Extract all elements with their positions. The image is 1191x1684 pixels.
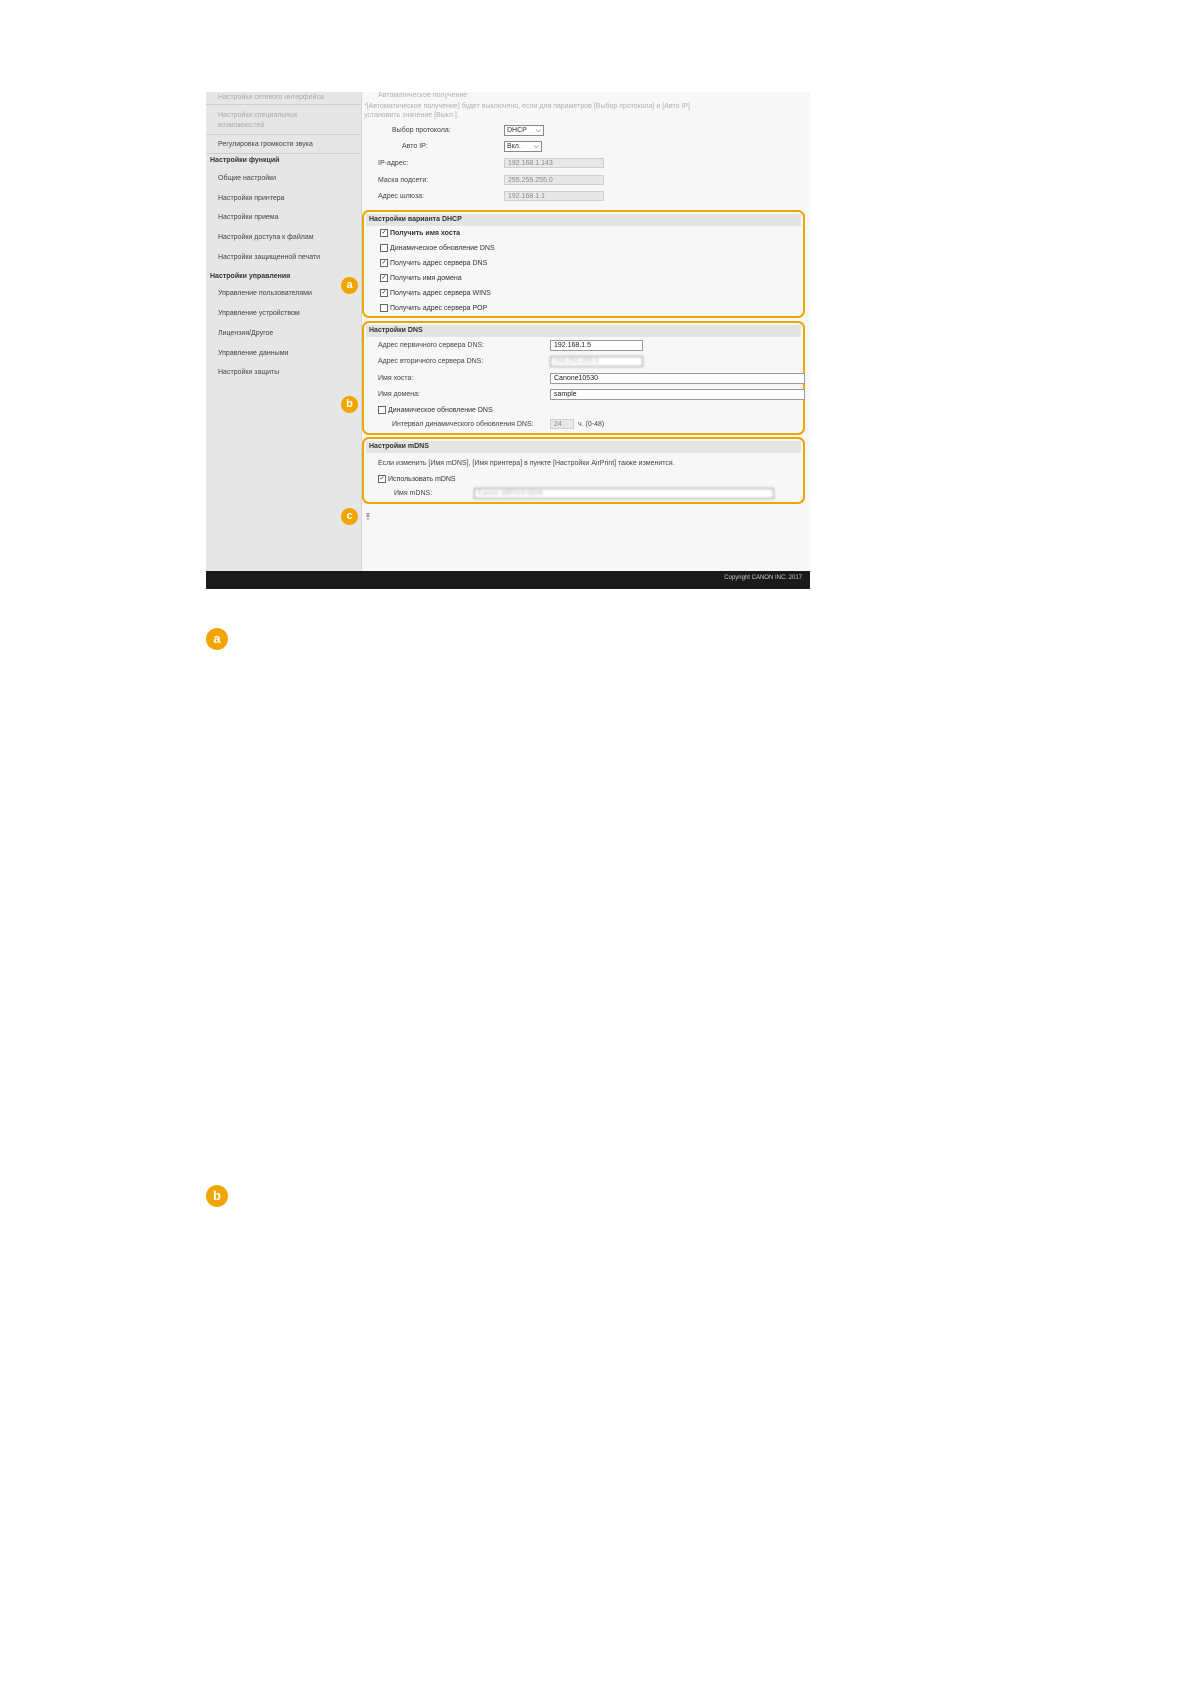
sidebar-item-receive[interactable]: Настройки приема [218,214,279,221]
checkbox-dynamic-dns[interactable] [380,244,495,252]
interval-suffix: ч. (0-48) [578,421,605,428]
sidebar-item-printer[interactable]: Настройки принтера [218,195,285,202]
checkbox-empty-icon [380,244,388,252]
mdns-name-label: Имя mDNS: [394,490,433,497]
mask-field: 255.255.255.0 [504,175,604,185]
chevron-down-icon: ⌵ [533,143,539,150]
dns-settings-section [362,321,805,435]
mdns-settings-section [362,437,805,504]
primary-dns-input[interactable]: 192.168.1.5 [550,340,643,351]
gateway-label: Адрес шлюза: [378,193,424,200]
auto-acquire-note: *[Автоматическое получение] будет выключено, если для параметров [Выбор протокола] и [Авто IP] [364,103,690,110]
protocol-label: Выбор протокола: [392,127,451,134]
sidebar-item-device[interactable]: Управление устройством [218,310,300,317]
auto-acquire-heading: Автоматическое получение [378,92,468,99]
checkbox-label: Использовать mDNS [388,475,456,483]
sidebar-item-secure-print[interactable]: Настройки защищенной печати [218,254,321,261]
divider [206,153,361,154]
footer-bar [206,571,810,589]
sidebar [206,92,362,589]
sidebar-item-general[interactable]: Общие настройки [218,175,277,182]
checkbox-use-mdns[interactable] [378,475,456,483]
screenshot-frame [206,92,810,589]
interval-input[interactable]: 24 [550,419,574,429]
sidebar-item-network[interactable]: Настройки сетевого интерфейса [218,94,324,101]
auto-acquire-note-cont: установить значение [Выкл.]. [364,112,459,119]
secondary-dns-label: Адрес вторичного сервера DNS: [378,358,484,365]
checkbox-dns-dynamic-update[interactable] [378,406,493,414]
chevron-down-icon: ⌵ [535,127,541,134]
mdns-note: Если изменить [Имя mDNS], [Имя принтера] в пункте [Настройки AirPrint] также изменится. [378,460,675,467]
callout-badge-c: c [341,508,358,525]
callout-badge-a: a [206,628,228,650]
callout-badge-a: a [341,277,358,294]
hostname-label: Имя хоста: [378,375,414,382]
sidebar-item-security[interactable]: Настройки защиты [218,369,280,376]
callout-badge-b: b [206,1185,228,1207]
checkbox-get-domain[interactable] [380,274,462,282]
sidebar-item-data[interactable]: Управление данными [218,350,289,357]
mdns-section-title: Настройки mDNS [366,441,801,453]
checkbox-label: Получить адрес сервера POP [390,304,488,312]
sidebar-item-users[interactable]: Управление пользователями [218,290,312,297]
interval-label: Интервал динамического обновления DNS: [392,421,534,428]
ip-label: IP-адрес: [378,160,409,167]
checkbox-get-pop[interactable] [380,304,487,312]
callout-badge-b: b [341,396,358,413]
ip-field: 192.168.1.143 [504,158,604,168]
dhcp-section-title: Настройки варианта DHCP [366,214,801,226]
sidebar-item-accessibility[interactable]: Настройки специальных [218,112,298,119]
dns-section-title: Настройки DNS [366,325,801,337]
checkbox-checked-icon: ✓ [379,476,385,482]
domain-input[interactable]: sample [550,389,805,400]
mdns-name-input[interactable]: Canon 1BF010-0546 [474,488,774,499]
checkbox-checked-icon: ✓ [381,230,387,236]
copyright-text: Copyright CANON INC. 2017 [724,575,802,581]
checkbox-empty-icon [378,406,386,414]
back-to-top-icon[interactable]: ⤒ [366,512,370,522]
dhcp-options-section [362,210,805,318]
sidebar-item-volume[interactable]: Регулировка громкости звука [218,141,313,148]
sidebar-header-management: Настройки управления [210,273,291,280]
checkbox-label: Динамическое обновление DNS [388,406,493,414]
checkbox-checked-icon: ✓ [381,275,387,281]
protocol-value: DHCP [507,127,527,134]
checkbox-get-wins[interactable] [380,289,491,297]
checkbox-label: Получить имя домена [390,274,462,282]
secondary-dns-input[interactable]: 255.255.255.0 [550,356,643,367]
auto-ip-label: Авто IP: [402,143,428,150]
mask-label: Маска подсети: [378,177,429,184]
divider [206,104,361,105]
main-content [362,92,810,589]
auto-ip-value: Вкл. [507,143,521,150]
hostname-input[interactable]: Canone10530 [550,373,805,384]
protocol-select[interactable] [504,125,544,136]
domain-label: Имя домена: [378,391,420,398]
sidebar-item-license[interactable]: Лицензия/Другое [218,330,274,337]
auto-ip-select[interactable] [504,141,542,152]
checkbox-label: Получить имя хоста [390,229,461,237]
gateway-field: 192.168.1.1 [504,191,604,201]
sidebar-item-accessibility-cont: возможностей [218,122,265,129]
checkbox-label: Получить адрес сервера WINS [390,289,491,297]
checkbox-checked-icon: ✓ [381,260,387,266]
primary-dns-label: Адрес первичного сервера DNS: [378,342,485,349]
checkbox-get-dns-server[interactable] [380,259,487,267]
checkbox-label: Динамическое обновление DNS [390,244,495,252]
checkbox-label: Получить адрес сервера DNS [390,259,488,267]
sidebar-item-file-access[interactable]: Настройки доступа к файлам [218,234,314,241]
checkbox-empty-icon [380,304,388,312]
divider [206,134,361,135]
sidebar-header-functions: Настройки функций [210,157,280,164]
checkbox-get-hostname[interactable] [380,229,460,237]
checkbox-checked-icon: ✓ [381,290,387,296]
